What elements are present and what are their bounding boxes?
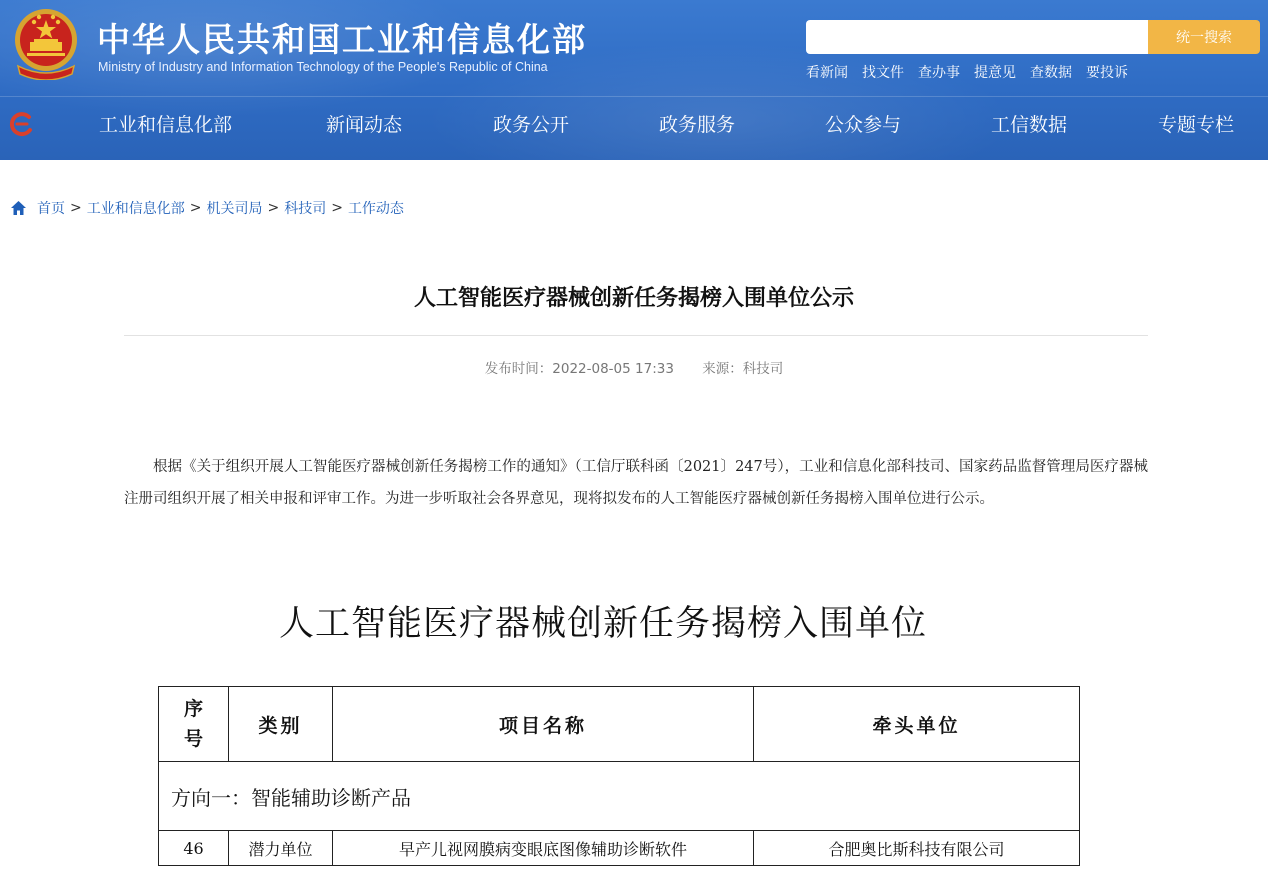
breadcrumb-separator: >	[267, 200, 280, 216]
breadcrumb-departments[interactable]: 机关司局	[206, 201, 263, 217]
cell-type: 潜力单位	[229, 831, 333, 866]
breadcrumb-separator: >	[331, 200, 343, 216]
breadcrumb-home[interactable]: 首页	[37, 201, 65, 217]
site-title-en: Ministry of Industry and Information Technology of the People's Republic of China	[98, 60, 548, 74]
section-row	[159, 762, 1080, 831]
nav-item-miit[interactable]: 工业和信息化部	[99, 114, 233, 136]
title-divider	[124, 335, 1148, 336]
nav-item-data[interactable]: 工信数据	[991, 114, 1068, 136]
search-button[interactable]: 统一搜索	[1148, 20, 1260, 54]
cell-lead: 合肥奥比斯科技有限公司	[754, 831, 1080, 866]
article-title: 人工智能医疗器械创新任务揭榜入围单位公示	[413, 286, 854, 311]
col-header-seq-line1: 序	[183, 698, 203, 720]
quick-link-feedback[interactable]: 提意见	[974, 65, 1016, 81]
site-header	[0, 0, 1268, 160]
quick-link-services[interactable]: 查办事	[918, 65, 960, 81]
breadcrumb-work-news[interactable]: 工作动态	[347, 201, 404, 217]
nav-item-public-participation[interactable]: 公众参与	[825, 114, 902, 136]
header-divider	[0, 96, 1268, 97]
section-title: 方向一：智能辅助诊断产品	[159, 762, 1080, 831]
quick-link-data[interactable]: 查数据	[1030, 65, 1072, 81]
col-header-type: 类别	[229, 687, 333, 762]
search-input[interactable]	[806, 20, 1148, 54]
cell-seq: 46	[159, 831, 229, 866]
article-body: 根据《关于组织开展人工智能医疗器械创新任务揭榜工作的通知》（工信厅联科函〔2021〕247号），工业和信息化部科技司、国家药品监督管理局医疗器械注册司组织开展了相关申报和评审工作。为进一步听取社会各界意见，现将拟发布的人工智能医疗器械创新任务揭榜入围单位进行公示。	[124, 459, 1148, 507]
article-source: 来源：科技司	[702, 361, 784, 377]
breadcrumb-separator: >	[70, 200, 82, 216]
nav-item-news[interactable]: 新闻动态	[326, 114, 403, 136]
nav-item-gov-services[interactable]: 政务服务	[659, 114, 736, 136]
col-header-lead: 牵头单位	[754, 687, 1080, 762]
article-meta	[0, 357, 1268, 377]
units-table	[158, 686, 1080, 866]
col-header-seq-line2: 号	[183, 728, 203, 750]
site-title-cn[interactable]: 中华人民共和国工业和信息化部	[97, 20, 587, 59]
quick-link-news[interactable]: 看新闻	[806, 65, 848, 81]
table-row	[159, 831, 1080, 866]
nav-item-gov-affairs[interactable]: 政务公开	[493, 114, 570, 136]
col-header-name: 项目名称	[333, 687, 754, 762]
breadcrumb-miit[interactable]: 工业和信息化部	[86, 201, 185, 217]
cell-name: 早产儿视网膜病变眼底图像辅助诊断软件	[333, 831, 754, 866]
quick-links	[806, 62, 1128, 82]
quick-link-files[interactable]: 找文件	[862, 65, 904, 81]
nav-item-topics[interactable]: 专题专栏	[1158, 114, 1235, 136]
col-header-seq	[159, 687, 229, 762]
breadcrumb-separator: >	[189, 200, 202, 216]
national-emblem-icon[interactable]	[12, 8, 80, 80]
table-header-row	[159, 687, 1080, 762]
breadcrumb	[10, 198, 404, 218]
quick-link-complaint[interactable]: 要投诉	[1086, 65, 1128, 81]
home-icon[interactable]	[10, 200, 27, 216]
document-title: 人工智能医疗器械创新任务揭榜入围单位	[278, 604, 927, 644]
breadcrumb-sci-tech[interactable]: 科技司	[284, 201, 327, 217]
main-nav	[0, 104, 1268, 144]
publish-time: 发布时间：2022-08-05 17:33	[484, 361, 674, 377]
